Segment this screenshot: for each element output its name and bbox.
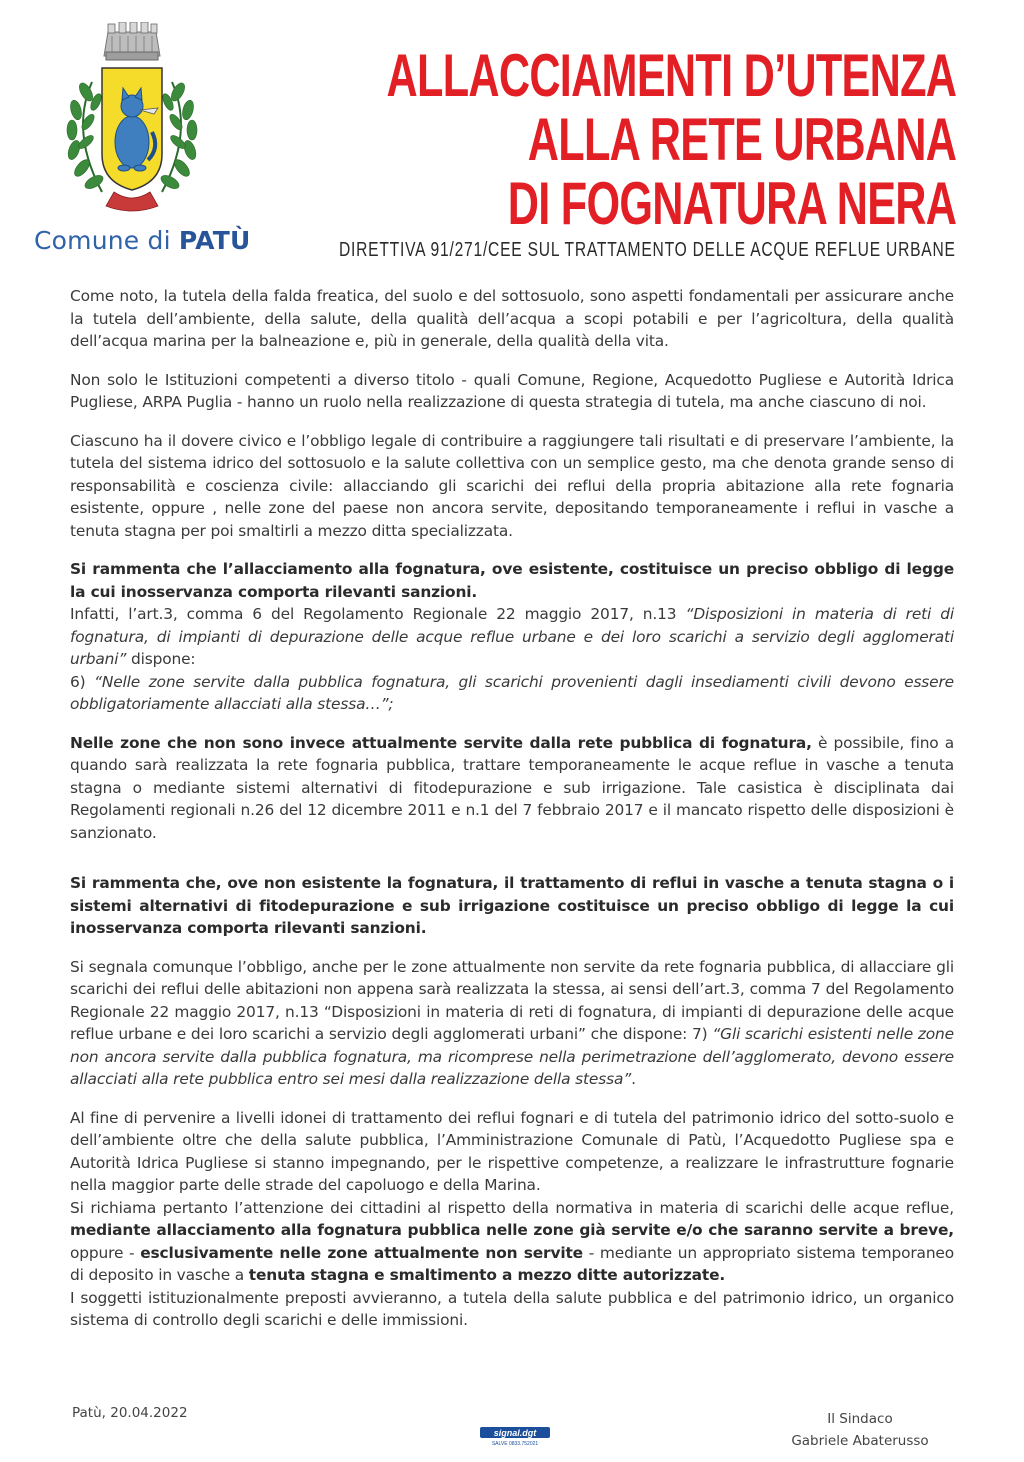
signature-role: Il Sindaco — [827, 1411, 893, 1427]
paragraph-5 — [70, 603, 954, 671]
paragraph-4-bold: Si rammenta che l’allacciamento alla fognatura, ove esistente, costituisce un preciso obbligo di legge la cui inosservanza comporta rilevanti sanzioni. — [70, 560, 954, 601]
paragraph-8-bold: Si rammenta che, ove non esistente la fognatura, il trattamento di reflui in vasche a tenuta stagna o i sistemi alternativi di fitodepurazione e sub irrigazione costituisce un preciso obbligo di legge la cui inosservanza comporta rilevanti sanzioni. — [70, 874, 954, 937]
p6-number: 6) — [70, 672, 95, 691]
paragraph-3: Ciascuno ha il dovere civico e l’obbligo legale di contribuire a raggiungere tali risultati e di preservare l’ambiente, la tutela del sistema idrico del sottosuolo e la salute collettiva con un semplice gesto, ma che denota grande senso di responsabilità e coscienza civile: allacciando gli scarichi dei reflui della propria abitazione alla rete fognaria esistente, oppure , nelle zone del paese non ancora servite, depositando temporaneamente i reflui in vasche a tenuta stagna per poi smaltirli a mezzo ditta specializzata. — [70, 431, 954, 540]
signal-dgt-logo-icon — [478, 1425, 552, 1447]
p9-end: . — [631, 1070, 636, 1088]
p7-rest: è possibile, fino a quando sarà realizzata la rete fognaria pubblica, trattare temporaneamente le acque reflue in vasche a tenuta stagna o mediante sistemi alternativi di fitodepurazione e sub irrigazione. Tale casistica è disciplinata dai Regolamenti regionali n.26 del 12 dicembre 2011 e n.1 del 7 febbraio 2017 e il mancato rispetto delle disposizioni è sanzionato. — [70, 733, 954, 842]
signature-name: Gabriele Abaterusso — [791, 1433, 929, 1449]
p11-bold-1: mediante allacciamento alla fognatura pubblica nelle zone già servite e/o che saranno servite a breve, — [70, 1221, 954, 1239]
signal-logo-subtext: SALVE 0833.752021 — [491, 1441, 539, 1447]
page-title — [165, 44, 956, 236]
p9-number: 7) — [692, 1025, 713, 1043]
p11-bold-2: esclusivamente nelle zone attualmente non servite — [140, 1243, 583, 1262]
paragraph-9 — [70, 956, 954, 1091]
paragraph-6 — [70, 671, 954, 716]
p7-bold: Nelle zone che non sono invece attualmente servite dalla rete pubblica di fognatura, — [70, 733, 812, 752]
p11-text-a: Si richiama pertanto l’attenzione dei cittadini al rispetto della normativa in materia di scarichi delle acque reflue, — [70, 1198, 954, 1217]
paragraph-2: Non solo le Istituzioni competenti a diverso titolo - quali Comune, Regione, Acquedotto Pugliese e Autorità Idrica Pugliese, ARPA Puglia - hanno un ruolo nella realizzazione di questa strategia di tutela, ma anche ciascuno di noi. — [70, 370, 954, 411]
document-date: Patù, 20.04.2022 — [72, 1405, 188, 1421]
comune-name: PATÙ — [178, 226, 251, 255]
document-body — [70, 285, 954, 1332]
p11-bold-3: tenuta stagna e smaltimento a mezzo ditte autorizzate. — [248, 1266, 726, 1284]
page-subtitle: DIRETTIVA 91/271/CEE SUL TRATTAMENTO DELLE ACQUE REFLUE URBANE — [339, 239, 956, 261]
p5-text-a: Infatti, l’art.3, comma 6 del Regolamento Regionale 22 maggio 2017, n.13 — [70, 605, 686, 623]
p6-italic: “Nelle zone servite dalla pubblica fognatura, gli scarichi provenienti dagli insediamenti civili devono essere obbligatoriamente allacciati alla stessa…”; — [70, 672, 954, 713]
paragraph-1: Come noto, la tutela della falda freatica, del suolo e del sottosuolo, sono aspetti fondamentali per assicurare anche la tutela dell’ambiente, della salute, della qualità dell’acqua a scopi potabili e per l’agricoltura, della qualità dell’acqua marina per la balneazione e, più in generale, della qualità della vita. — [70, 287, 954, 350]
paragraph-11 — [70, 1197, 954, 1287]
title-line-3: DI FOGNATURA NERA — [507, 170, 956, 237]
p5-italic: “Disposizioni in materia di reti di fognatura, di impianti di depurazione delle acque reflue urbane e dei loro scarichi a servizio degli agglomerati urbani” — [70, 605, 954, 668]
p5-text-b: dispone: — [126, 650, 196, 668]
crown-icon — [104, 22, 160, 60]
p11-text-d: - mediante un appropriato sistema temporaneo di deposito in vasche a — [70, 1243, 955, 1284]
p9-italic: “Gli scarichi esistenti nelle zone non ancora servite dalla pubblica fognatura, ma ricomprese nella perimetrazione dell’agglomerato, devono essere allacciati alla rete pubblica entro sei mesi dalla realizzazione della stessa” — [70, 1025, 954, 1088]
signal-logo-text: signal.dgt — [493, 1428, 537, 1438]
p9-text-a: Si segnala comunque l’obbligo, anche per le zone attualmente non servite da rete fognaria pubblica, di allacciare gli scarichi dei reflui delle abitazioni non appena sarà realizzata la stessa, ai sensi dell’art.3, comma 7 del Regolamento Regionale 22 maggio 2017, n.13 “Disposizioni in materia di reti di fognatura, di impianti di depurazione delle acque reflue urbane e dei loro scarichi a servizio degli agglomerati urbani” che dispone: — [70, 957, 954, 1043]
paragraph-12: I soggetti istituzionalmente preposti avvieranno, a tutela della salute pubblica e del patrimonio idrico, un organico sistema di controllo degli scarichi e delle immissioni. — [70, 1288, 954, 1329]
title-line-2: ALLA RETE URBANA — [527, 106, 956, 173]
paragraph-7 — [70, 732, 954, 845]
signature-block — [790, 1408, 930, 1452]
paragraph-10: Al fine di pervenire a livelli idonei di trattamento dei reflui fognari e di tutela del patrimonio idrico del sotto-suolo e dell’ambiente oltre che della salute pubblica, l’Amministrazione Comunale di Patù, l’Acquedotto Pugliese spa e Autorità Idrica Pugliese si stanno impegnando, per le rispettive competenze, a realizzare le infrastrutture fognarie nella maggior parte delle strade del capoluogo e della Marina. — [70, 1108, 954, 1194]
p11-text-c: oppure - — [70, 1243, 141, 1262]
comune-prefix: Comune di — [34, 226, 179, 255]
title-line-1: ALLACCIAMENTI D’UTENZA — [386, 42, 956, 109]
